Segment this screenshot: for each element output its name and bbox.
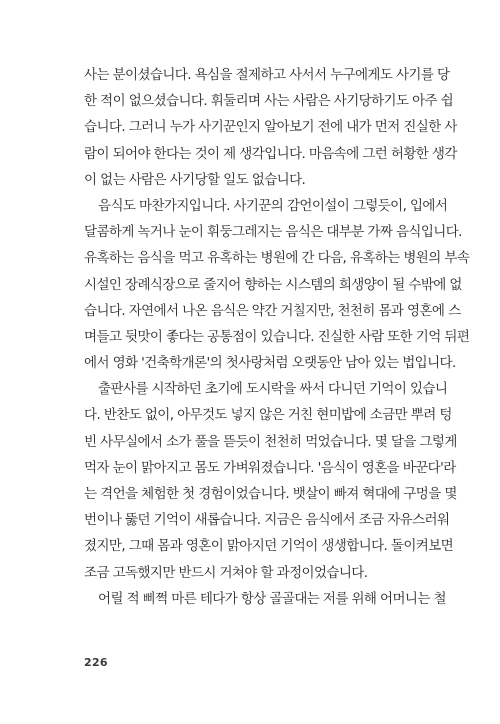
text-line: 람이 되어야 한다는 것이 제 생각입니다. 마음속에 그런 허황한 생각 (84, 145, 457, 162)
text-line: 유혹하는 음식을 먹고 유혹하는 병원에 간 다음, 유혹하는 병원의 부속 (84, 250, 470, 267)
text-line: 번이나 뚫던 기억이 새롭습니다. 지금은 음식에서 조금 자유스러워 (84, 512, 450, 529)
text-line: 다. 반찬도 없이, 아무것도 넣지 않은 거친 현미밥에 소금만 뿌려 텅 (84, 407, 452, 424)
body-text (84, 62, 470, 612)
paragraph (84, 62, 457, 193)
text-line: 에서 영화 '건축학개론'의 첫사랑처럼 오랫동안 남아 있는 법입니다. (84, 355, 456, 372)
text-line: 빈 사무실에서 소가 풀을 뜯듯이 천천히 먹었습니다. 몇 달을 그렇게 (84, 433, 457, 450)
page-number: 226 (84, 656, 108, 669)
text-line: 먹자 눈이 맑아지고 몸도 가벼워졌습니다. '음식이 영혼을 바꾼다'라 (84, 459, 456, 476)
paragraph (84, 586, 446, 612)
paragraph (84, 376, 457, 586)
text-line: 출판사를 시작하던 초기에 도시락을 싸서 다니던 기억이 있습니 (98, 381, 448, 398)
text-line: 는 격언을 체험한 첫 경험이었습니다. 뱃살이 빠져 혁대에 구멍을 몇 (84, 486, 457, 502)
text-line: 달콤하게 녹거나 눈이 휘둥그레지는 음식은 대부분 가짜 음식입니다. (84, 224, 462, 241)
text-line: 한 적이 없으셨습니다. 휘둘리며 사는 사람은 사기당하기도 아주 쉽 (84, 93, 454, 110)
text-line: 어릴 적 삐쩍 마른 테다가 항상 골골대는 저를 위해 어머니는 철 (98, 590, 446, 607)
text-line: 조금 고독했지만 반드시 거쳐야 할 과정이었습니다. (84, 564, 368, 581)
text-line: 며들고 뒷맛이 좋다는 공통점이 있습니다. 진실한 사람 또한 기억 뒤편 (84, 328, 470, 345)
text-line: 습니다. 그러니 누가 사기꾼인지 알아보기 전에 내가 먼저 진실한 사 (84, 119, 457, 136)
text-line: 사는 분이셨습니다. 욕심을 절제하고 사서서 누구에게도 사기를 당 (84, 67, 450, 83)
text-line: 졌지만, 그때 몸과 영혼이 맑아지던 기억이 생생합니다. 돌이켜보면 (84, 538, 454, 555)
text-line: 습니다. 자연에서 나온 음식은 약간 거칠지만, 천천히 몸과 영혼에 스 (84, 302, 461, 319)
paragraph (84, 193, 470, 376)
text-line: 이 없는 사람은 사기당할 일도 없습니다. (84, 171, 306, 188)
text-line: 음식도 마찬가지입니다. 사기꾼의 감언이설이 그렇듯이, 입에서 (98, 197, 448, 214)
text-line: 시설인 장례식장으로 줄지어 향하는 시스템의 희생양이 될 수밖에 없 (84, 276, 462, 293)
